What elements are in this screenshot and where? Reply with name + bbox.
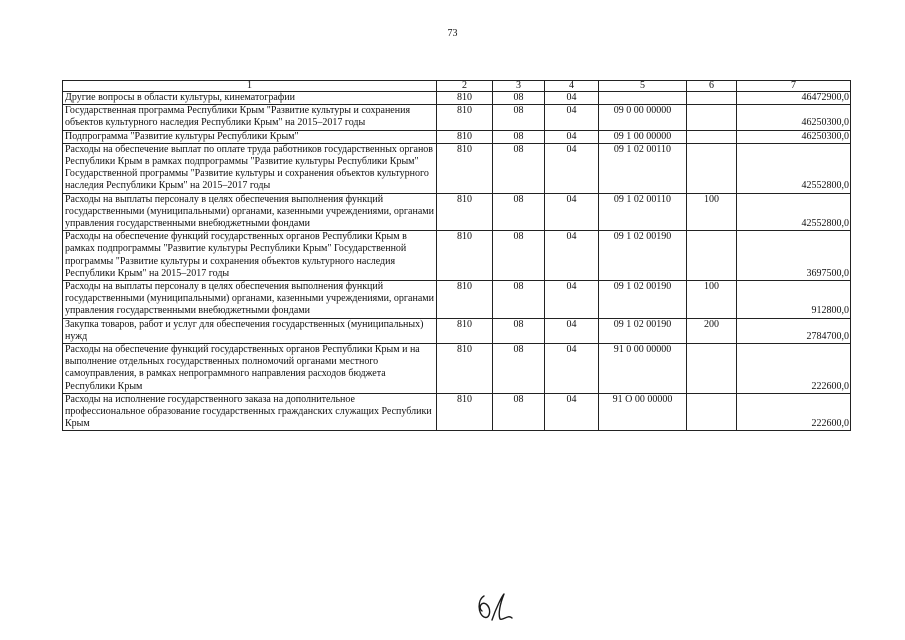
code-cell: 810 (437, 105, 493, 130)
expense-type-cell (687, 130, 737, 143)
expense-type-cell (687, 143, 737, 193)
expense-name: Подпрограмма "Развитие культуры Республики Крым" (63, 130, 437, 143)
section-cell: 08 (493, 92, 545, 105)
budget-table (62, 80, 851, 431)
subsection-cell: 04 (545, 143, 599, 193)
code-cell: 810 (437, 318, 493, 343)
amount-cell: 42552800,0 (737, 193, 851, 231)
header-cell: 2 (437, 81, 493, 92)
section-cell: 08 (493, 281, 545, 319)
handwritten-signature (470, 590, 520, 624)
page-number: 73 (447, 28, 458, 39)
expense-name: Расходы на обеспечение функций государственных органов Республики Крым и на выполнение отдельных государственных полномочий органами местного самоуправления, в рамках непрограммного направления расходов бюджета Республики Крым (63, 344, 437, 394)
table-row (63, 344, 851, 394)
section-cell: 08 (493, 393, 545, 431)
target-article-cell: 91 О 00 00000 (599, 393, 687, 431)
code-cell: 810 (437, 393, 493, 431)
expense-type-cell: 100 (687, 193, 737, 231)
expense-name: Закупка товаров, работ и услуг для обеспечения государственных (муниципальных) нужд (63, 318, 437, 343)
header-cell: 7 (737, 81, 851, 92)
expense-type-cell (687, 393, 737, 431)
expense-type-cell: 100 (687, 281, 737, 319)
expense-name: Другие вопросы в области культуры, кинематографии (63, 92, 437, 105)
code-cell: 810 (437, 281, 493, 319)
expense-type-cell (687, 344, 737, 394)
target-article-cell: 91 0 00 00000 (599, 344, 687, 394)
target-article-cell: 09 1 02 00110 (599, 143, 687, 193)
code-cell: 810 (437, 344, 493, 394)
amount-cell: 46472900,0 (737, 92, 851, 105)
subsection-cell: 04 (545, 105, 599, 130)
subsection-cell: 04 (545, 318, 599, 343)
section-cell: 08 (493, 130, 545, 143)
expense-type-cell: 200 (687, 318, 737, 343)
subsection-cell: 04 (545, 231, 599, 281)
amount-cell: 46250300,0 (737, 105, 851, 130)
section-cell: 08 (493, 105, 545, 130)
table-row (63, 231, 851, 281)
expense-name: Расходы на обеспечение функций государственных органов Республики Крым в рамках подпрограммы "Развитие культуры Республики Крым" Государственной программы "Развитие культуры и сохранения объектов культурного наследия Республики Крым" на 2015–2017 годы (63, 231, 437, 281)
target-article-cell: 09 1 00 00000 (599, 130, 687, 143)
amount-cell: 222600,0 (737, 393, 851, 431)
subsection-cell: 04 (545, 281, 599, 319)
section-cell: 08 (493, 318, 545, 343)
amount-cell: 46250300,0 (737, 130, 851, 143)
target-article-cell: 09 1 02 00190 (599, 318, 687, 343)
table-row (63, 281, 851, 319)
subsection-cell: 04 (545, 130, 599, 143)
section-cell: 08 (493, 193, 545, 231)
expense-type-cell (687, 92, 737, 105)
expense-name: Расходы на выплаты персоналу в целях обеспечения выполнения функций государственными (муниципальными) органами, казенными учреждениями, органами управления государственными внебюджетными фондами (63, 193, 437, 231)
table-row (63, 393, 851, 431)
header-cell: 4 (545, 81, 599, 92)
table-row (63, 318, 851, 343)
code-cell: 810 (437, 231, 493, 281)
header-cell: 5 (599, 81, 687, 92)
target-article-cell: 09 1 02 00190 (599, 231, 687, 281)
subsection-cell: 04 (545, 393, 599, 431)
expense-name: Государственная программа Республики Крым "Развитие культуры и сохранения объектов культурного наследия Республики Крым" на 2015–2017 годы (63, 105, 437, 130)
header-cell: 1 (63, 81, 437, 92)
target-article-cell: 09 0 00 00000 (599, 105, 687, 130)
section-cell: 08 (493, 231, 545, 281)
target-article-cell: 09 1 02 00110 (599, 193, 687, 231)
header-cell: 3 (493, 81, 545, 92)
subsection-cell: 04 (545, 193, 599, 231)
table-row (63, 130, 851, 143)
table-row (63, 143, 851, 193)
amount-cell: 42552800,0 (737, 143, 851, 193)
code-cell: 810 (437, 193, 493, 231)
expense-name: Расходы на обеспечение выплат по оплате труда работников государственных органов Республики Крым в рамках подпрограммы "Развитие культуры Республики Крым" Государственной программы "Развитие культуры и сохранения объектов культурного наследия Республики Крым" на 2015–2017 годы (63, 143, 437, 193)
subsection-cell: 04 (545, 344, 599, 394)
section-cell: 08 (493, 344, 545, 394)
code-cell: 810 (437, 143, 493, 193)
expense-name: Расходы на выплаты персоналу в целях обеспечения выполнения функций государственными (муниципальными) органами, казенными учреждениями, органами управления государственными внебюджетными фондами (63, 281, 437, 319)
target-article-cell: 09 1 02 00190 (599, 281, 687, 319)
table-header-row (63, 81, 851, 92)
expense-name: Расходы на исполнение государственного заказа на дополнительное профессиональное образование государственных гражданских служащих Республики Крым (63, 393, 437, 431)
table-row (63, 193, 851, 231)
section-cell: 08 (493, 143, 545, 193)
table-row (63, 92, 851, 105)
amount-cell: 222600,0 (737, 344, 851, 394)
amount-cell: 912800,0 (737, 281, 851, 319)
subsection-cell: 04 (545, 92, 599, 105)
target-article-cell (599, 92, 687, 105)
expense-type-cell (687, 105, 737, 130)
amount-cell: 2784700,0 (737, 318, 851, 343)
code-cell: 810 (437, 130, 493, 143)
amount-cell: 3697500,0 (737, 231, 851, 281)
table-row (63, 105, 851, 130)
expense-type-cell (687, 231, 737, 281)
header-cell: 6 (687, 81, 737, 92)
code-cell: 810 (437, 92, 493, 105)
